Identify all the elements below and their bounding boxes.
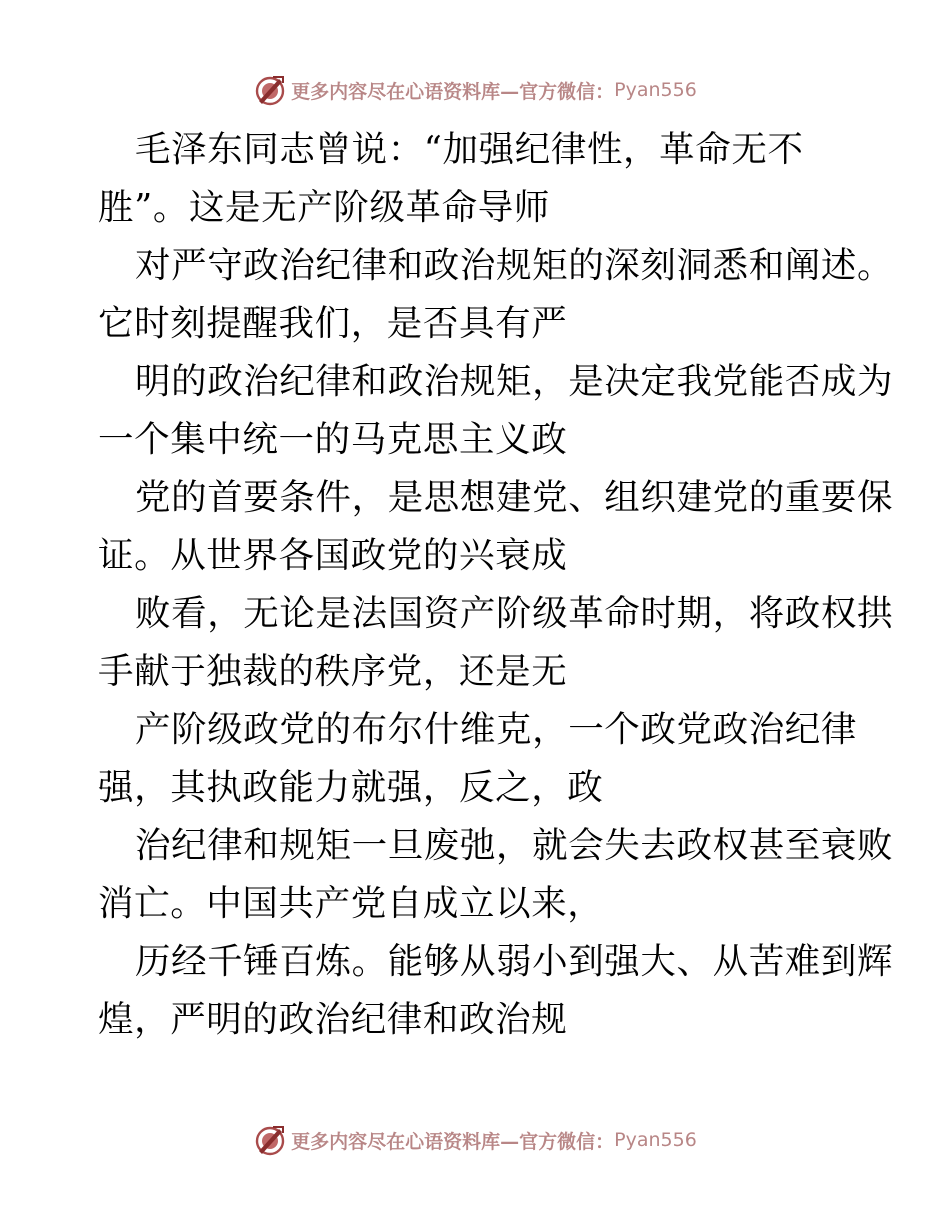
text-line: 它时刻提醒我们，是否具有严: [98, 303, 568, 344]
text-line: 证。从世界各国政党的兴衰成: [98, 535, 568, 576]
text-line: 一个集中统一的马克思主义政: [98, 419, 568, 460]
text-line: 毛泽东同志曾说：“加强纪律性，革命无不: [135, 129, 804, 170]
text-line: 对严守政治纪律和政治规矩的深刻洞悉和阐述。: [135, 245, 894, 286]
text-line: 胜”。这是无产阶级革命导师: [98, 187, 550, 228]
text-line: 煌，严明的政治纪律和政治规: [98, 999, 568, 1040]
document-body: [98, 121, 894, 1049]
text-line: 党的首要条件，是思想建党、组织建党的重要保: [135, 477, 894, 518]
banner-wechat-id: Pyan556: [614, 1129, 697, 1151]
text-line: 产阶级政党的布尔什维克，一个政党政治纪律: [135, 709, 858, 750]
quill-pen-logo-icon: [253, 1123, 287, 1157]
text-line: 历经千锤百炼。能够从弱小到强大、从苦难到辉: [135, 941, 894, 982]
banner-text: 更多内容尽在心语资料库—官方微信：: [291, 1130, 615, 1153]
footer-banner: [0, 1120, 950, 1160]
quill-pen-logo-icon: [253, 73, 287, 107]
text-line: 消亡。中国共产党自成立以来，: [98, 883, 604, 924]
text-line: 治纪律和规矩一旦废弛，就会失去政权甚至衰败: [135, 825, 894, 866]
header-banner: [0, 70, 950, 110]
text-line: 强，其执政能力就强，反之，政: [98, 767, 604, 808]
text-line: 败看，无论是法国资产阶级革命时期，将政权拱: [135, 593, 894, 634]
banner-wechat-id: Pyan556: [614, 79, 697, 101]
text-line: 明的政治纪律和政治规矩，是决定我党能否成为: [135, 361, 894, 402]
text-line: 手献于独裁的秩序党，还是无: [98, 651, 568, 692]
banner-text: 更多内容尽在心语资料库—官方微信：: [291, 80, 615, 103]
